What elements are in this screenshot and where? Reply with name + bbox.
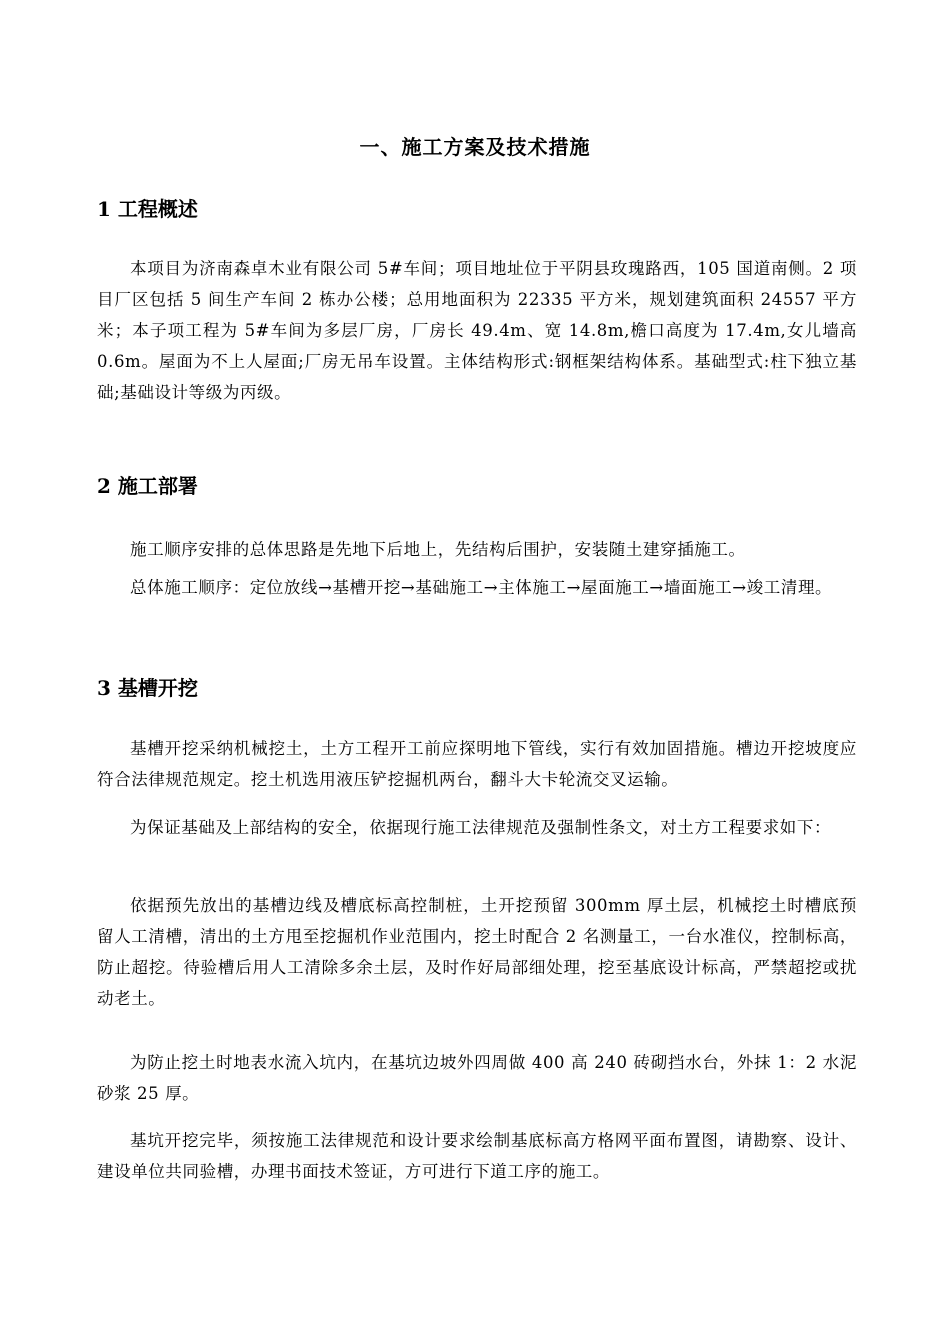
deployment-paragraph-1: 施工顺序安排的总体思路是先地下后地上，先结构后围护，安装随土建穿插施工。 [130, 540, 746, 559]
excavation-paragraph-5: 基坑开挖完毕，须按施工法律规范和设计要求绘制基底标高方格网平面布置图，请勘察、设计、建设单位共同验槽，办理书面技术签证，方可进行下道工序的施工。 [97, 1131, 857, 1181]
section-heading-excavation: 3 基槽开挖 [97, 676, 198, 700]
excavation-paragraph-2: 为保证基础及上部结构的安全，依据现行施工法律规范及强制性条文，对土方工程要求如下： [130, 818, 832, 837]
excavation-paragraph-4: 为防止挖土时地表水流入坑内，在基坑边坡外四周做 400 高 240 砖砌挡水台，外抹 1：2 水泥砂浆 25 厚。 [97, 1053, 857, 1103]
excavation-paragraph-3: 依据预先放出的基槽边线及槽底标高控制桩，土开挖预留 300mm 厚土层，机械挖土时槽底预留人工清槽，清出的土方甩至挖掘机作业范围内，挖土时配合 2 名测量工，一台水准仪，控制标高，防止超挖。待验槽后用人工清除多余土层，及时作好局部细处理，挖至基底设计标高，严禁超挖或扰动老土。 [97, 896, 857, 1008]
section-heading-deployment: 2 施工部署 [97, 474, 198, 498]
excavation-paragraph-1: 基槽开挖采纳机械挖土，土方工程开工前应探明地下管线，实行有效加固措施。槽边开挖坡度应符合法律规范规定。挖土机选用液压铲挖掘机两台，翻斗大卡轮流交叉运输。 [97, 739, 857, 789]
overview-paragraph: 本项目为济南森卓木业有限公司 5#车间；项目地址位于平阴县玫瑰路西，105 国道南侧。2 项目厂区包括 5 间生产车间 2 栋办公楼；总用地面积为 22335 平方米，规划建筑面积 24557 平方米；本子项工程为 5#车间为多层厂房，厂房长 49.4m、宽 14.8m,檐口高度为 17.4m,女儿墙高 0.6m。屋面为不上人屋面;厂房无吊车设置。主体结构形式:钢框架结构体系。基础型式:柱下独立基础;基础设计等级为丙级。 [97, 259, 857, 402]
document-title: 一、施工方案及技术措施 [359, 135, 591, 159]
section-heading-overview: 1 工程概述 [97, 197, 198, 221]
deployment-paragraph-2: 总体施工顺序：定位放线→基槽开挖→基础施工→主体施工→屋面施工→墙面施工→竣工清理。 [130, 578, 833, 597]
